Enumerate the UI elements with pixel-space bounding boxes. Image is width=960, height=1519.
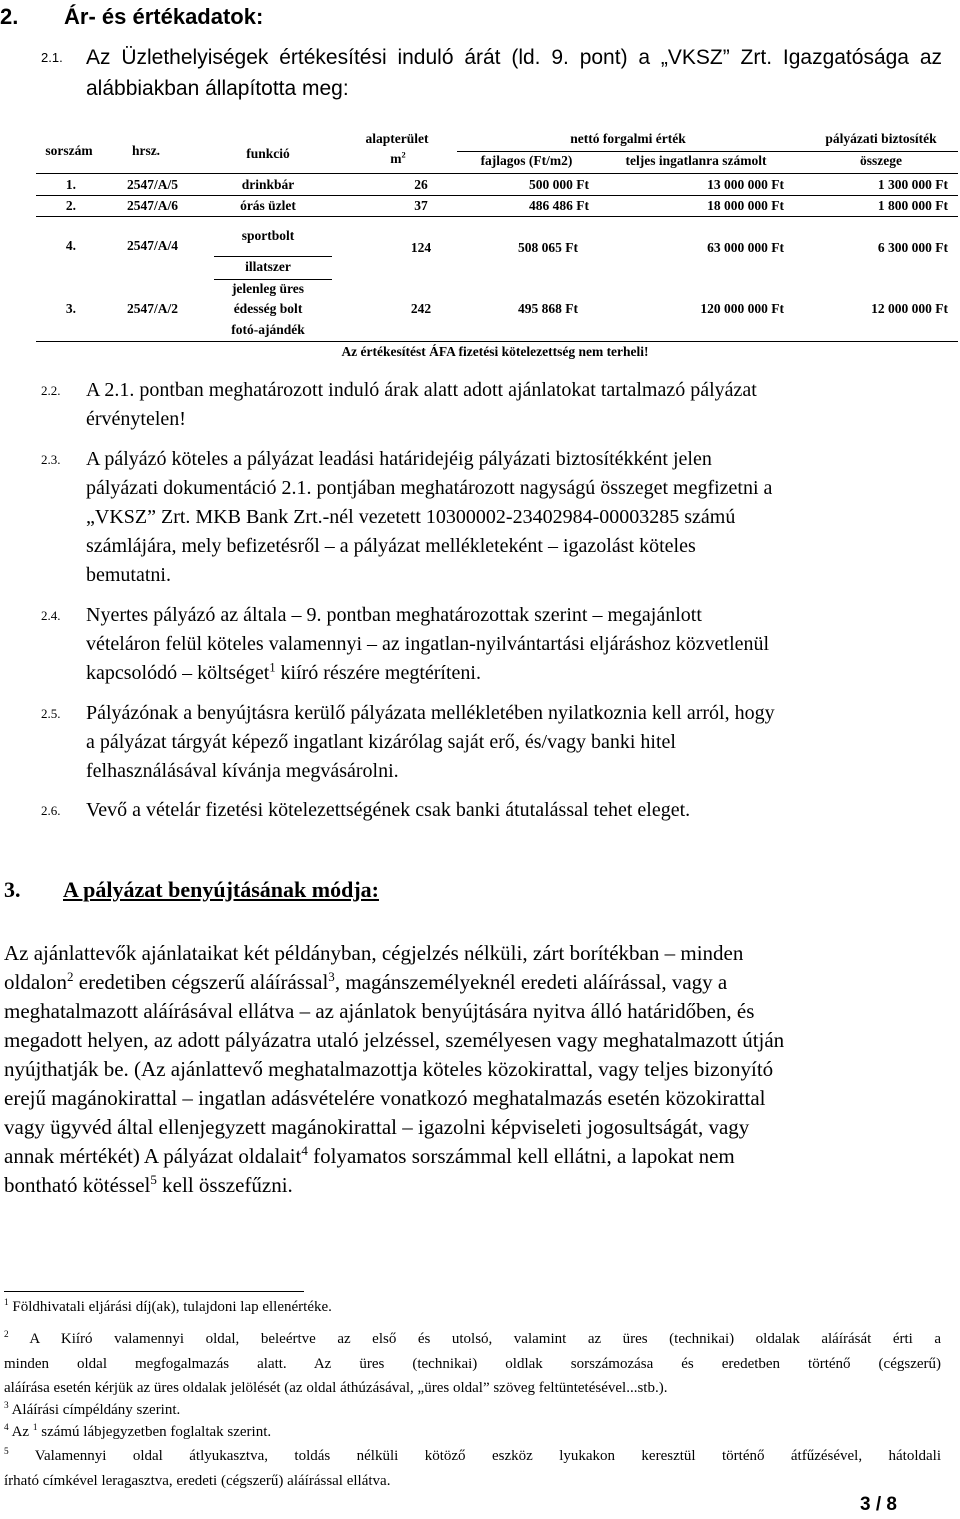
para-2-5-line-1: Pályázónak a benyújtásra kerülő pályázata mellékletében nyilatkoznia kell arról, hogy [86,702,775,724]
sec3-line-1: Az ajánlattevők ajánlataikat két példányban, cégjelzés nélküli, zárt borítékban – minden [4,941,744,965]
section-3-title: A pályázat benyújtásának módja: [63,877,379,902]
th-teljes: teljes ingatlanra számolt [625,153,767,168]
row2-sorszam: 2. [65,198,76,213]
table-rule [36,341,958,342]
row3-biztositek: 6 300 000 Ft [877,240,948,255]
footnote-ref-3: 3 [328,969,335,984]
row3-hrsz: 2547/A/4 [126,238,178,253]
row1-fajlagos: 500 000 Ft [529,177,589,192]
row4-fajlagos: 495 868 Ft [518,301,578,316]
th-m2-sup: 2 [401,150,406,160]
footnote-5-line-2: írható címkével leragasztva, eredeti (cégszerű) aláírással ellátva. [4,1473,391,1489]
para-2-4-line-1: Nyertes pályázó az általa – 9. pontban meghatározottak szerint – megajánlott [86,604,702,626]
sec3-line-3: meghatalmazott aláírásával ellátva – az ajánlatok benyújtására nyitva álló határidőben, és [4,999,755,1023]
para-2-5-line-3: felhasználásával kívánja megvásárolni. [86,760,399,782]
footnote-2-line-3: aláírása esetén kérjük az üres oldalak jelölését (az oldal áthúzásával, „üres oldal” szöveg feltüntetésével...stb.). [4,1380,668,1396]
footnote-ref-5: 5 [150,1172,157,1187]
row1-biztositek: 1 300 000 Ft [877,177,948,192]
table-rule [457,151,958,152]
row4-funkcio-2: jelenleg üres [231,281,305,296]
sec3-line-9a: bontható kötéssel [4,1173,151,1197]
sec3-line-8 [4,1142,941,1171]
th-m2-unit: m [390,151,402,166]
footnote-4-ref: 1 [32,1423,38,1433]
row4-funkcio-4: fotó-ajándék [231,322,305,337]
footnote-ref-1: 1 [269,660,276,675]
para-2-3-line-4: számlájára, mely befizetésről – a pályázat mellékleteként – igazolást köteles [86,535,696,557]
sec3-line-6: erejű magánokirattal – ingatlan adásvételére vonatkozó meghatalmazás esetén közokirattal [4,1086,766,1110]
sec3-line-8a: annak mértékét) A pályázat oldalait [4,1144,302,1168]
para-2-2-line-2: érvénytelen! [86,408,186,430]
sec3-line-9b: kell összefűzni. [156,1173,293,1197]
row3-alapterulet: 124 [410,240,432,255]
sec3-line-2b: eredetiben cégszerű aláírással [73,970,329,994]
para-2-3-line-1: A pályázó köteles a pályázat leadási határidejéig pályázati biztosítékként jelen [86,448,712,470]
footnote-2-text-1: A Kiíró valamennyi oldal, beleértve az első és utolsó, valamint az üres (technikai) oldalak aláírását érti a [8,1331,941,1347]
row1-sorszam: 1. [65,177,76,192]
para-2-3-line-2: pályázati dokumentáció 2.1. pontjában meghatározott nagyságú összeget megfizetni a [86,477,773,499]
footnote-4-text-a: Az [8,1424,33,1440]
row1-alapterulet: 26 [414,177,428,192]
sec3-line-2c: , magánszemélyeknél eredeti aláírással, vagy a [334,970,728,994]
row4-biztositek: 12 000 000 Ft [871,301,948,316]
sec3-line-2 [4,968,941,997]
sec3-line-5: nyújthatják be. (Az ajánlattevő meghatalmazottja köteles közokirattal, vagy teljes bizonyító [4,1057,774,1081]
row4-funkcio-3: édesség bolt [233,301,303,316]
row4-alapterulet: 242 [410,301,432,316]
footnote-2-line-1 [4,1329,941,1349]
th-fajlagos: fajlagos (Ft/m2) [480,153,573,168]
para-2-4-line-3b: kiíró részére megtéríteni. [275,662,481,684]
footnote-4-marker: 4 [4,1423,9,1433]
para-2-2-number: 2.2. [41,383,61,398]
para-2-4-line-3a: kapcsolódó – költséget [86,662,270,684]
para-2-5-line-2: a pályázat tárgyát képező ingatlant kizárólag saját erő, és/vagy banki hitel [86,731,676,753]
table-rule [36,173,958,174]
footnote-5-line-1 [4,1446,941,1466]
row1-teljes: 13 000 000 Ft [707,177,784,192]
row4-hrsz: 2547/A/2 [126,301,178,316]
para-2-5-number: 2.5. [41,706,61,721]
row2-funkcio: órás üzlet [240,198,296,213]
para-2-3-line-5: bemutatni. [86,564,171,586]
para-2-4-number: 2.4. [41,608,61,623]
footnote-ref-2: 2 [67,969,74,984]
table-rule [36,216,958,217]
footnote-1-marker: 1 [4,1298,9,1308]
sec3-line-8b: folyamatos sorszámmal kell ellátni, a lapokat nem [307,1144,735,1168]
para-2-6-text: Vevő a vételár fizetési kötelezettségének csak banki átutalással tehet eleget. [86,799,691,821]
footnote-3-marker: 3 [4,1401,9,1411]
footnote-3 [4,1400,941,1420]
row1-funkcio: drinkbár [241,177,295,192]
para-2-4-line-3 [86,659,942,688]
table-rule [214,256,332,257]
row4-sorszam: 3. [65,301,76,316]
row2-teljes: 18 000 000 Ft [707,198,784,213]
section-2-number: 2. [0,4,19,29]
para-2-1-number: 2.1. [41,50,63,65]
footnote-5-marker: 5 [4,1447,9,1457]
footnote-4 [4,1422,941,1442]
table-note: Az értékesítést ÁFA fizetési kötelezettség nem terheli! [341,344,649,359]
footnote-1-text: Földhivatali eljárási díj(ak), tulajdoni lap ellenértéke. [8,1299,332,1315]
table-rule [36,195,958,196]
para-2-2-line-1: A 2.1. pontban meghatározott induló árak alatt adott ajánlatokat tartalmazó pályázat [86,379,757,401]
footnote-ref-4: 4 [301,1143,308,1158]
sec3-line-2a: oldalon [4,970,67,994]
row2-fajlagos: 486 486 Ft [529,198,589,213]
th-netto: nettó forgalmi érték [570,131,686,146]
th-biztositek: pályázati biztosíték [825,131,937,146]
table-rule [214,279,332,280]
section-2-title: Ár- és értékadatok: [64,4,264,29]
th-osszege: összege [860,153,902,168]
para-2-4-line-2: vételáron felül köteles valamennyi – az ingatlan-nyilvántartási eljáráshoz közvetlenül [86,633,770,655]
para-2-1-text: Az Üzlethelyiségek értékesítési induló árát (ld. 9. pont) a „VKSZ” Zrt. Igazgatósága az alábbiakban állapította meg: [86,46,942,100]
th-funkcio: funkció [246,146,290,161]
para-2-6-number: 2.6. [41,803,61,818]
footnote-4-text-b: számú lábjegyzetben foglaltak szerint. [37,1424,272,1440]
footnote-3-text: Aláírási címpéldány szerint. [8,1402,181,1418]
footnote-5-text-1: Valamennyi oldal átlyukasztva, toldás nélküli kötöző eszköz lyukakon keresztül történő átfűzésével, hátoldali [8,1448,941,1464]
footnote-2-marker: 2 [4,1330,9,1340]
th-sorszam: sorszám [45,143,93,158]
row2-biztositek: 1 800 000 Ft [877,198,948,213]
para-2-3-number: 2.3. [41,452,61,467]
row3-funkcio: sportbolt [241,228,295,243]
footnote-2-line-2: minden oldal megfogalmazás alatt. Az üres (technikai) oldlak sorszámozása és eredetben történő (cégszerű) [4,1356,941,1372]
th-alapterulet: alapterület [365,131,429,146]
row4-teljes: 120 000 000 Ft [700,301,784,316]
footnote-separator [4,1291,304,1292]
row3-fajlagos: 508 065 Ft [518,240,578,255]
sec3-line-9 [4,1171,941,1200]
row3-teljes: 63 000 000 Ft [707,240,784,255]
row1-hrsz: 2547/A/5 [126,177,178,192]
row3-sorszam: 4. [65,238,76,253]
page-number: 3 / 8 [860,1494,897,1515]
para-2-3-line-3: „VKSZ” Zrt. MKB Bank Zrt.-nél vezetett 10300002-23402984-00003285 számú [86,506,736,528]
row2-hrsz: 2547/A/6 [126,198,178,213]
footnote-1 [4,1297,941,1317]
section-3-number: 3. [4,877,21,902]
row4-funkcio-1: illatszer [245,259,291,274]
row2-alapterulet: 37 [414,198,428,213]
th-hrsz: hrsz. [131,143,161,158]
th-m2 [386,151,410,167]
sec3-line-4: megadott helyen, az adott pályázatra utaló jelzéssel, személyesen vagy meghatalmazott útján [4,1028,785,1052]
sec3-line-7: vagy ügyvéd által ellenjegyzett magánokirattal – igazolni képviseleti jogosultságát, vagy [4,1115,750,1139]
